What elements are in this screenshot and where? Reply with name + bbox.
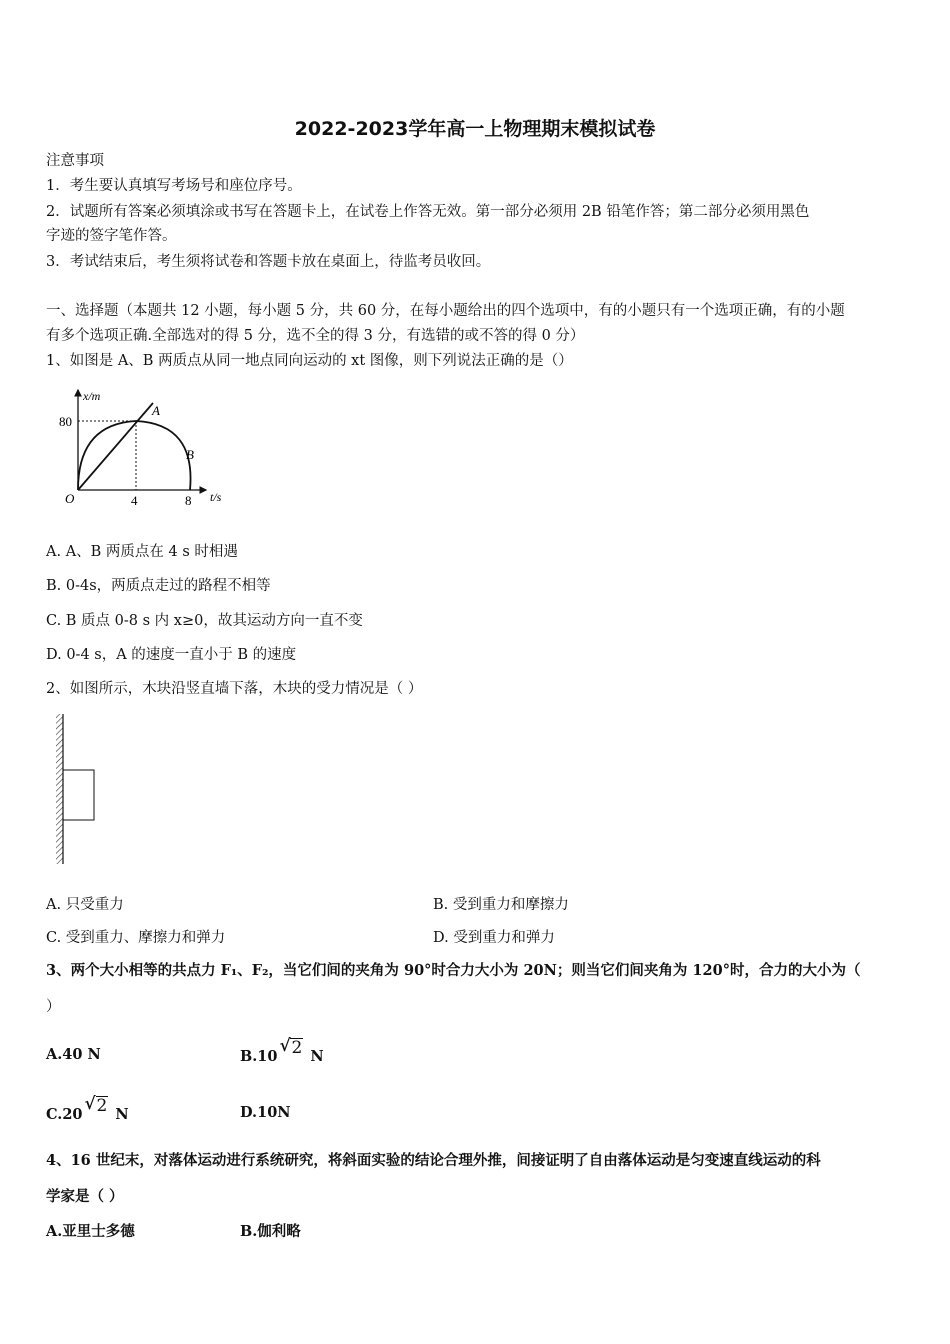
- wooden-block: [63, 770, 94, 820]
- section-1-instructions-line-2: 有多个选项正确.全部选对的得 5 分，选不全的得 3 分，有选错的或不答的得 0 分）: [46, 328, 585, 344]
- notice-item-2-line-1: 2．试题所有答案必须填涂或书写在答题卡上，在试卷上作答无效。第一部分必须用 2B 铅笔作答；第二部分必须用黑色: [46, 204, 810, 220]
- q4-option-b: B.伽利略: [240, 1223, 301, 1240]
- q2-option-a: A. 只受重力: [46, 897, 124, 913]
- q3-option-c-prefix: C.20: [46, 1106, 83, 1123]
- x-axis-label: t/s: [210, 490, 222, 504]
- wall-hatching: [56, 714, 63, 864]
- label-b: B: [186, 447, 194, 462]
- notice-item-2-line-2: 字迹的签字笔作答。: [46, 228, 177, 244]
- line-a: [78, 403, 153, 490]
- y-axis-label: x/m: [83, 389, 101, 403]
- q3-option-a: A.40 N: [46, 1046, 101, 1063]
- q4-stem-line-1: 4、16 世纪末，对落体运动进行系统研究，将斜面实验的结论合理外推，间接证明了自由落体运动是匀变速直线运动的科: [46, 1152, 821, 1169]
- q2-option-d: D. 受到重力和弹力: [433, 930, 555, 946]
- q3-option-b-prefix: B.10: [240, 1048, 278, 1065]
- sqrt-symbol: √ 2: [84, 1094, 108, 1116]
- y-tick-80: 80: [59, 414, 72, 429]
- q3-option-c: [46, 1094, 129, 1124]
- notice-item-1: 1．考生要认真填写考场号和座位序号。: [46, 178, 302, 194]
- q1-option-c: C. B 质点 0-8 s 内 x≥0，故其运动方向一直不变: [46, 613, 363, 629]
- q3-option-b-unit: N: [310, 1048, 324, 1065]
- section-1-instructions-line-1: 一、选择题（本题共 12 小题，每小题 5 分，共 60 分，在每小题给出的四个选项中，有的小题只有一个选项正确，有的小题: [46, 303, 845, 319]
- q2-stem: 2、如图所示，木块沿竖直墙下落，木块的受力情况是（ ）: [46, 681, 423, 697]
- q3-option-c-unit: N: [115, 1106, 129, 1123]
- q1-option-a: A. A、B 两质点在 4 s 时相遇: [46, 544, 238, 560]
- label-a: A: [152, 403, 160, 418]
- q3-stem-line-2: ）: [46, 999, 61, 1015]
- q3-option-b-radicand: 2: [291, 1038, 303, 1058]
- q1-option-d: D. 0-4 s，A 的速度一直小于 B 的速度: [46, 647, 297, 663]
- q2-wall-figure: [50, 712, 110, 866]
- q2-option-c: C. 受到重力、摩擦力和弹力: [46, 930, 226, 946]
- q2-option-b: B. 受到重力和摩擦力: [433, 897, 569, 913]
- q1-stem: 1、如图是 A、B 两质点从同一地点同向运动的 xt 图像，则下列说法正确的是（）: [46, 353, 573, 369]
- sqrt-symbol: √ 2: [279, 1036, 303, 1058]
- notice-heading: 注意事项: [46, 153, 104, 169]
- q3-option-b: [240, 1036, 324, 1066]
- q3-option-c-radicand: 2: [96, 1096, 108, 1116]
- curve-b: [78, 421, 191, 490]
- notice-item-3: 3．考试结束后，考生须将试卷和答题卡放在桌面上，待监考员收回。: [46, 254, 491, 270]
- page-title: 2022-2023学年高一上物理期末模拟试卷: [294, 118, 656, 140]
- q4-stem-line-2: 学家是（ ）: [46, 1188, 124, 1205]
- q1-xt-graph: [56, 384, 236, 508]
- q4-option-a: A.亚里士多德: [46, 1223, 135, 1240]
- x-tick-4: 4: [131, 493, 138, 508]
- q1-option-b: B. 0-4s，两质点走过的路程不相等: [46, 578, 271, 594]
- q3-option-d: D.10N: [240, 1104, 291, 1121]
- x-tick-8: 8: [185, 493, 192, 508]
- q3-stem-line-1: 3、两个大小相等的共点力 F₁、F₂，当它们间的夹角为 90°时合力大小为 20N；则当它们间夹角为 120°时，合力的大小为（: [46, 962, 861, 979]
- origin-label: O: [65, 491, 75, 506]
